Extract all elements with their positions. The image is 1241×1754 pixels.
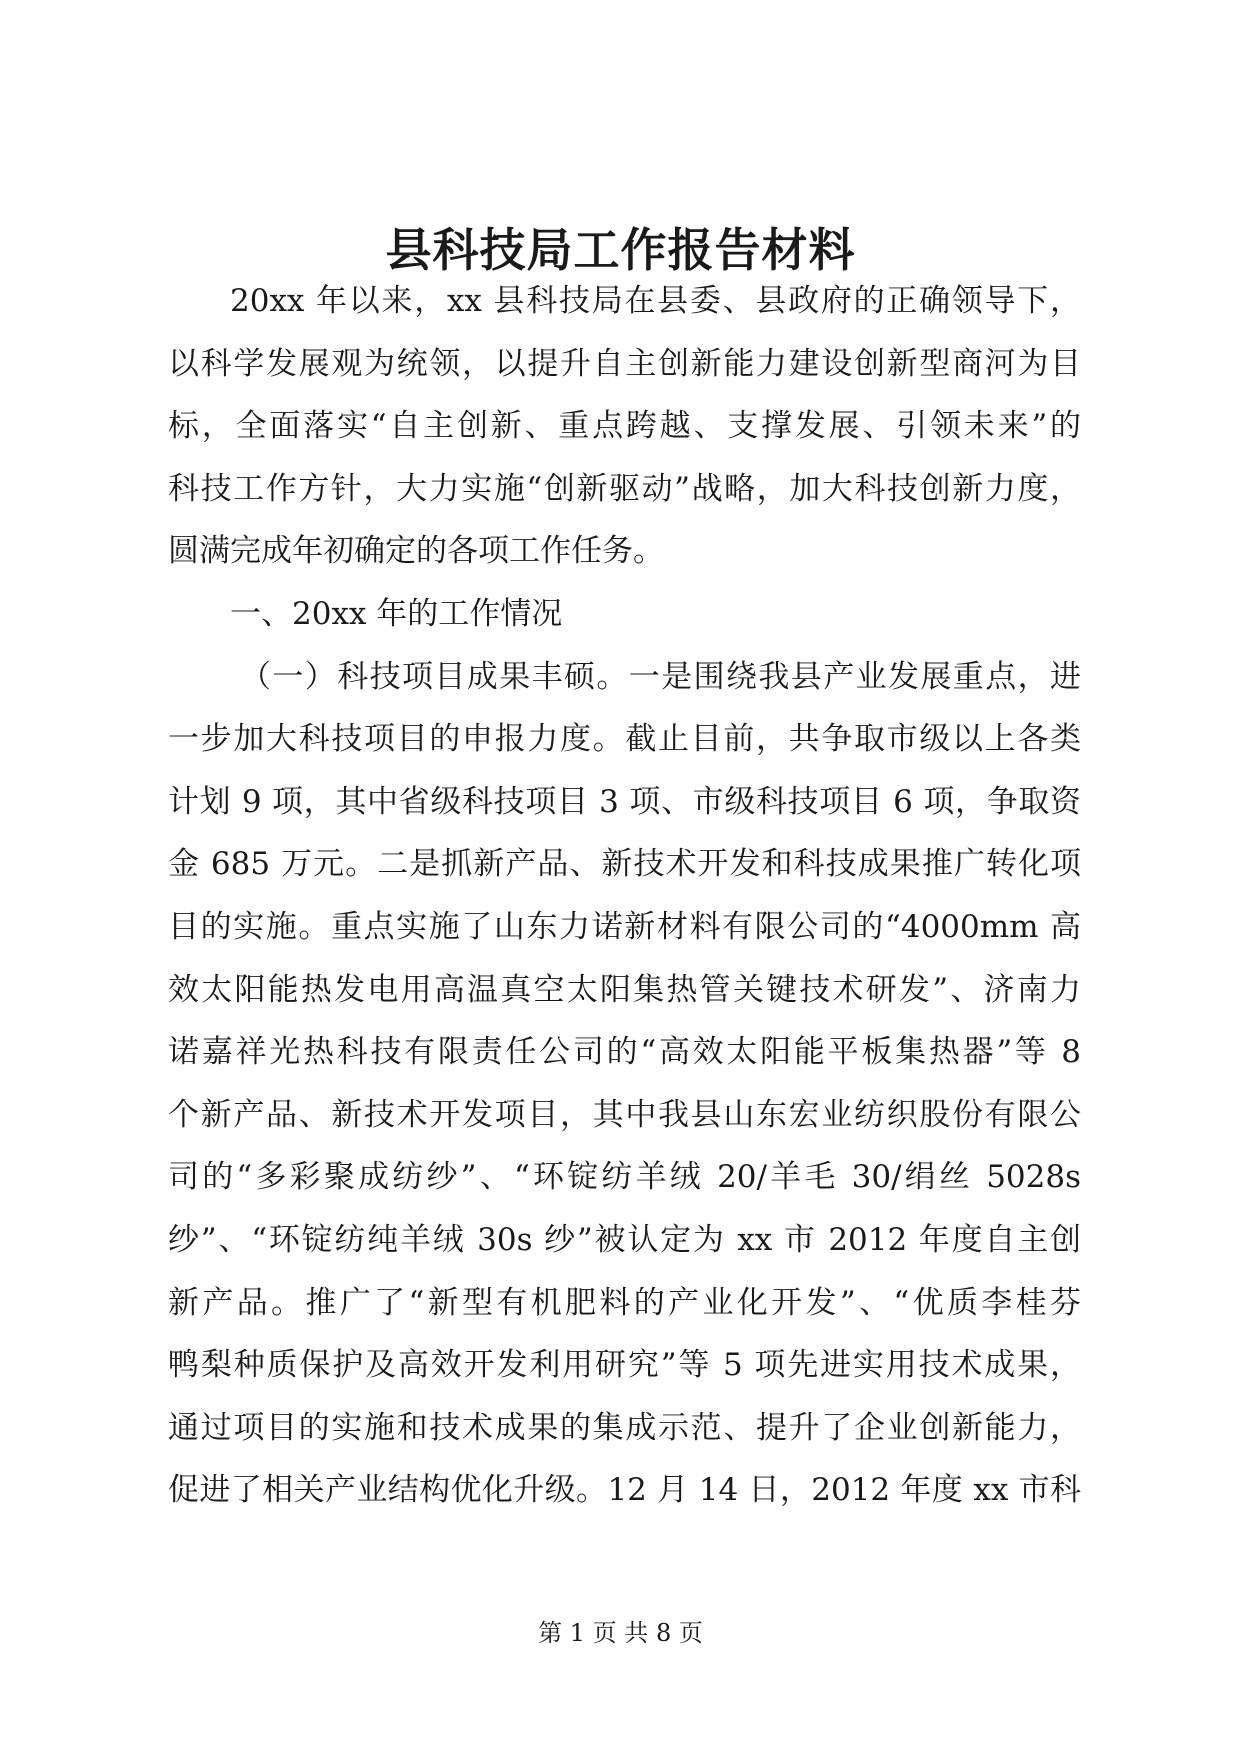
text-line: 以科学发展观为统领，以提升自主创新能力建设创新型商河为目 bbox=[168, 345, 1081, 382]
section-heading: 一、20xx 年的工作情况 bbox=[230, 595, 563, 632]
text-line: 新产品。推广了“新型有机肥料的产业化开发”、“优质李桂芬 bbox=[168, 1284, 1081, 1321]
text-line: 纱”、“环锭纺纯羊绒 30s 纱”被认定为 xx 市 2012 年度自主创 bbox=[168, 1221, 1081, 1258]
document-title: 县科技局工作报告材料 bbox=[385, 223, 856, 277]
text-line: 圆满完成年初确定的各项工作任务。 bbox=[168, 533, 664, 570]
document-body bbox=[168, 270, 1081, 1522]
text-line: （一）科技项目成果丰硕。一是围绕我县产业发展重点，进 bbox=[240, 658, 1081, 695]
text-line: 诺嘉祥光热科技有限责任公司的“高效太阳能平板集热器”等 8 bbox=[168, 1034, 1081, 1071]
text-line: 科技工作方针，大力实施“创新驱动”战略，加大科技创新力度， bbox=[168, 470, 1081, 507]
text-line: 目的实施。重点实施了山东力诺新材料有限公司的“4000mm 高 bbox=[168, 908, 1081, 945]
text-line: 标，全面落实“自主创新、重点跨越、支撑发展、引领未来”的 bbox=[168, 408, 1081, 445]
text-line: 一步加大科技项目的申报力度。截止目前，共争取市级以上各类 bbox=[168, 721, 1081, 758]
page-indicator: 第 1 页 共 8 页 bbox=[538, 1619, 703, 1647]
text-line: 计划 9 项，其中省级科技项目 3 项、市级科技项目 6 项，争取资 bbox=[168, 783, 1081, 820]
text-line: 司的“多彩聚成纺纱”、“环锭纺羊绒 20/羊毛 30/绢丝 5028s bbox=[168, 1159, 1081, 1196]
text-line: 通过项目的实施和技术成果的集成示范、提升了企业创新能力， bbox=[168, 1409, 1081, 1446]
page-footer bbox=[0, 1618, 1241, 1648]
text-line: 效太阳能热发电用高温真空太阳集热管关键技术研发”、济南力 bbox=[168, 971, 1081, 1008]
text-line: 20xx 年以来，xx 县科技局在县委、县政府的正确领导下， bbox=[230, 283, 1081, 319]
text-line: 鸭梨种质保护及高效开发利用研究”等 5 项先进实用技术成果， bbox=[168, 1347, 1081, 1384]
text-line: 金 685 万元。二是抓新产品、新技术开发和科技成果推广转化项 bbox=[168, 846, 1081, 883]
text-line: 促进了相关产业结构优化升级。12 月 14 日，2012 年度 xx 市科 bbox=[168, 1472, 1081, 1509]
text-line: 个新产品、新技术开发项目，其中我县山东宏业纺织股份有限公 bbox=[168, 1096, 1081, 1133]
